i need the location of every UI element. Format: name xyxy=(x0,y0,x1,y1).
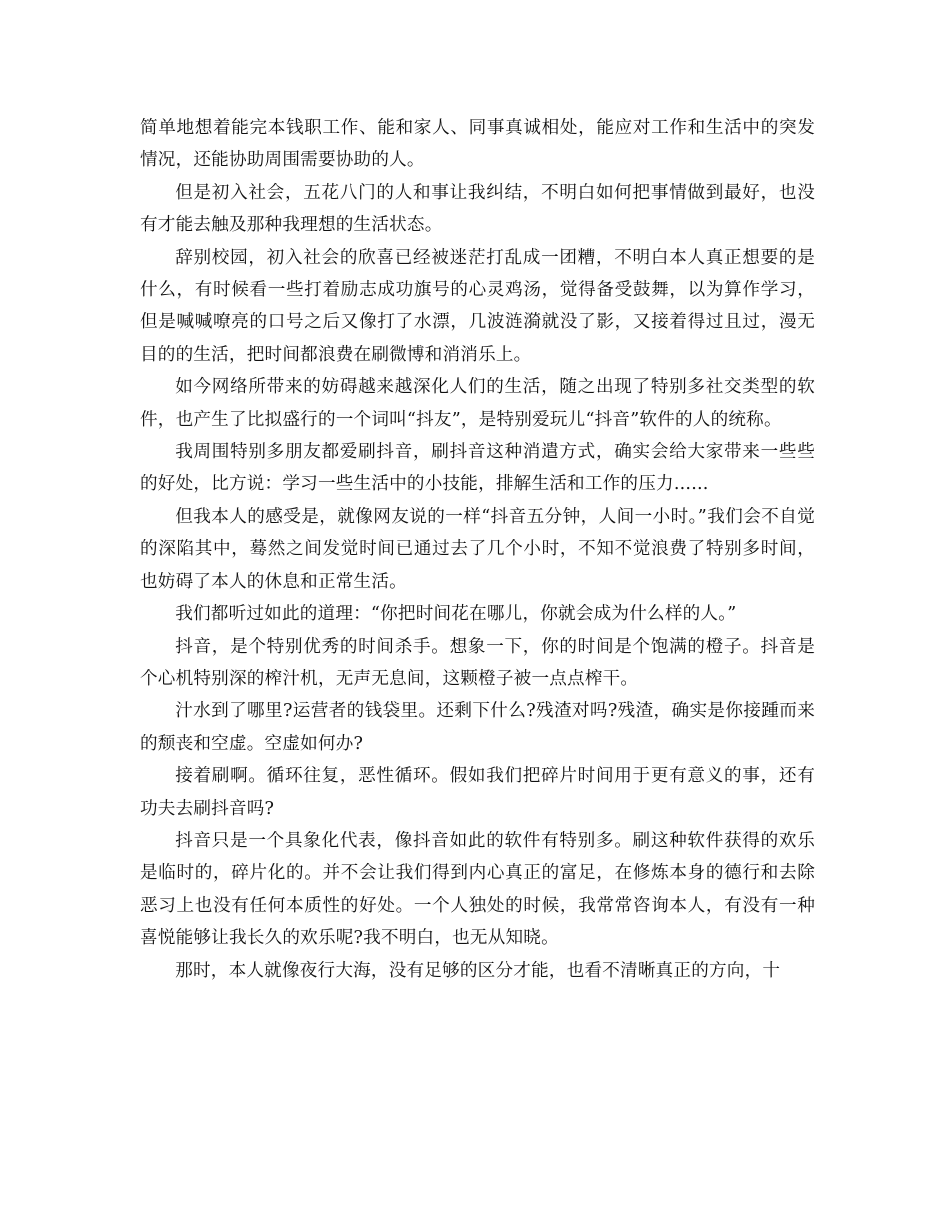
paragraph-5: 我周围特别多朋友都爱刷抖音，刷抖音这种消遣方式，确实会给大家带来一些些的好处，比方说：学习一些生活中的小技能，排解生活和工作的压力...... xyxy=(140,442,815,495)
paragraph-1: 简单地想着能完本钱职工作、能和家人、同事真诚相处，能应对工作和生活中的突发情况，还能协助周围需要协助的人。 xyxy=(140,118,815,171)
document-body xyxy=(140,112,815,987)
paragraph-12: 那时，本人就像夜行大海，没有足够的区分才能，也看不清晰真正的方向，十 xyxy=(175,960,781,981)
paragraph-3: 辞别校园，初入社会的欣喜已经被迷茫打乱成一团糟，不明白本人真正想要的是什么，有时候看一些打着励志成功旗号的心灵鸡汤，觉得备受鼓舞，以为算作学习，但是喊喊嘹亮的口号之后又像打了水漂，几波涟漪就没了影，又接着得过且过，漫无目的的生活，把时间都浪费在刷微博和消消乐上。 xyxy=(140,247,815,365)
paragraph-2: 但是初入社会，五花八门的人和事让我纠结，不明白如何把事情做到最好，也没有才能去触及那种我理想的生活状态。 xyxy=(140,182,815,236)
paragraph-9: 汁水到了哪里?运营者的钱袋里。还剩下什么?残渣对吗?残渣，确实是你接踵而来的颓丧和空虚。空虚如何办? xyxy=(140,701,815,754)
paragraph-4: 如今网络所带来的妨碍越来越深化人们的生活，随之出现了特别多社交类型的软件，也产生了比拟盛行的一个词叫“抖友”，是特别爱玩儿“抖音”软件的人的统称。 xyxy=(140,377,815,430)
paragraph-8: 抖音，是个特别优秀的时间杀手。想象一下，你的时间是个饱满的橙子。抖音是个心机特别深的榨汁机，无声无息间，这颗橙子被一点点榨干。 xyxy=(140,636,815,689)
paragraph-7: 我们都听过如此的道理：“你把时间花在哪儿，你就会成为什么样的人。” xyxy=(175,604,737,625)
paragraph-6: 但我本人的感受是，就像网友说的一样“抖音五分钟，人间一小时。”我们会不自觉的深陷其中，蓦然之间发觉时间已通过去了几个小时，不知不觉浪费了特别多时间，也妨碍了本人的休息和正常生活。 xyxy=(140,506,815,592)
paragraph-10: 接着刷啊。循环往复，恶性循环。假如我们把碎片时间用于更有意义的事，还有功夫去刷抖音吗? xyxy=(140,766,815,819)
paragraph-11: 抖音只是一个具象化代表，像抖音如此的软件有特别多。刷这种软件获得的欢乐是临时的，碎片化的。并不会让我们得到内心真正的富足，在修炼本身的德行和去除恶习上也没有任何本质性的好处。一个人独处的时候，我常常咨询本人，有没有一种喜悦能够让我长久的欢乐呢?我不明白，也无从知晓。 xyxy=(140,830,815,949)
